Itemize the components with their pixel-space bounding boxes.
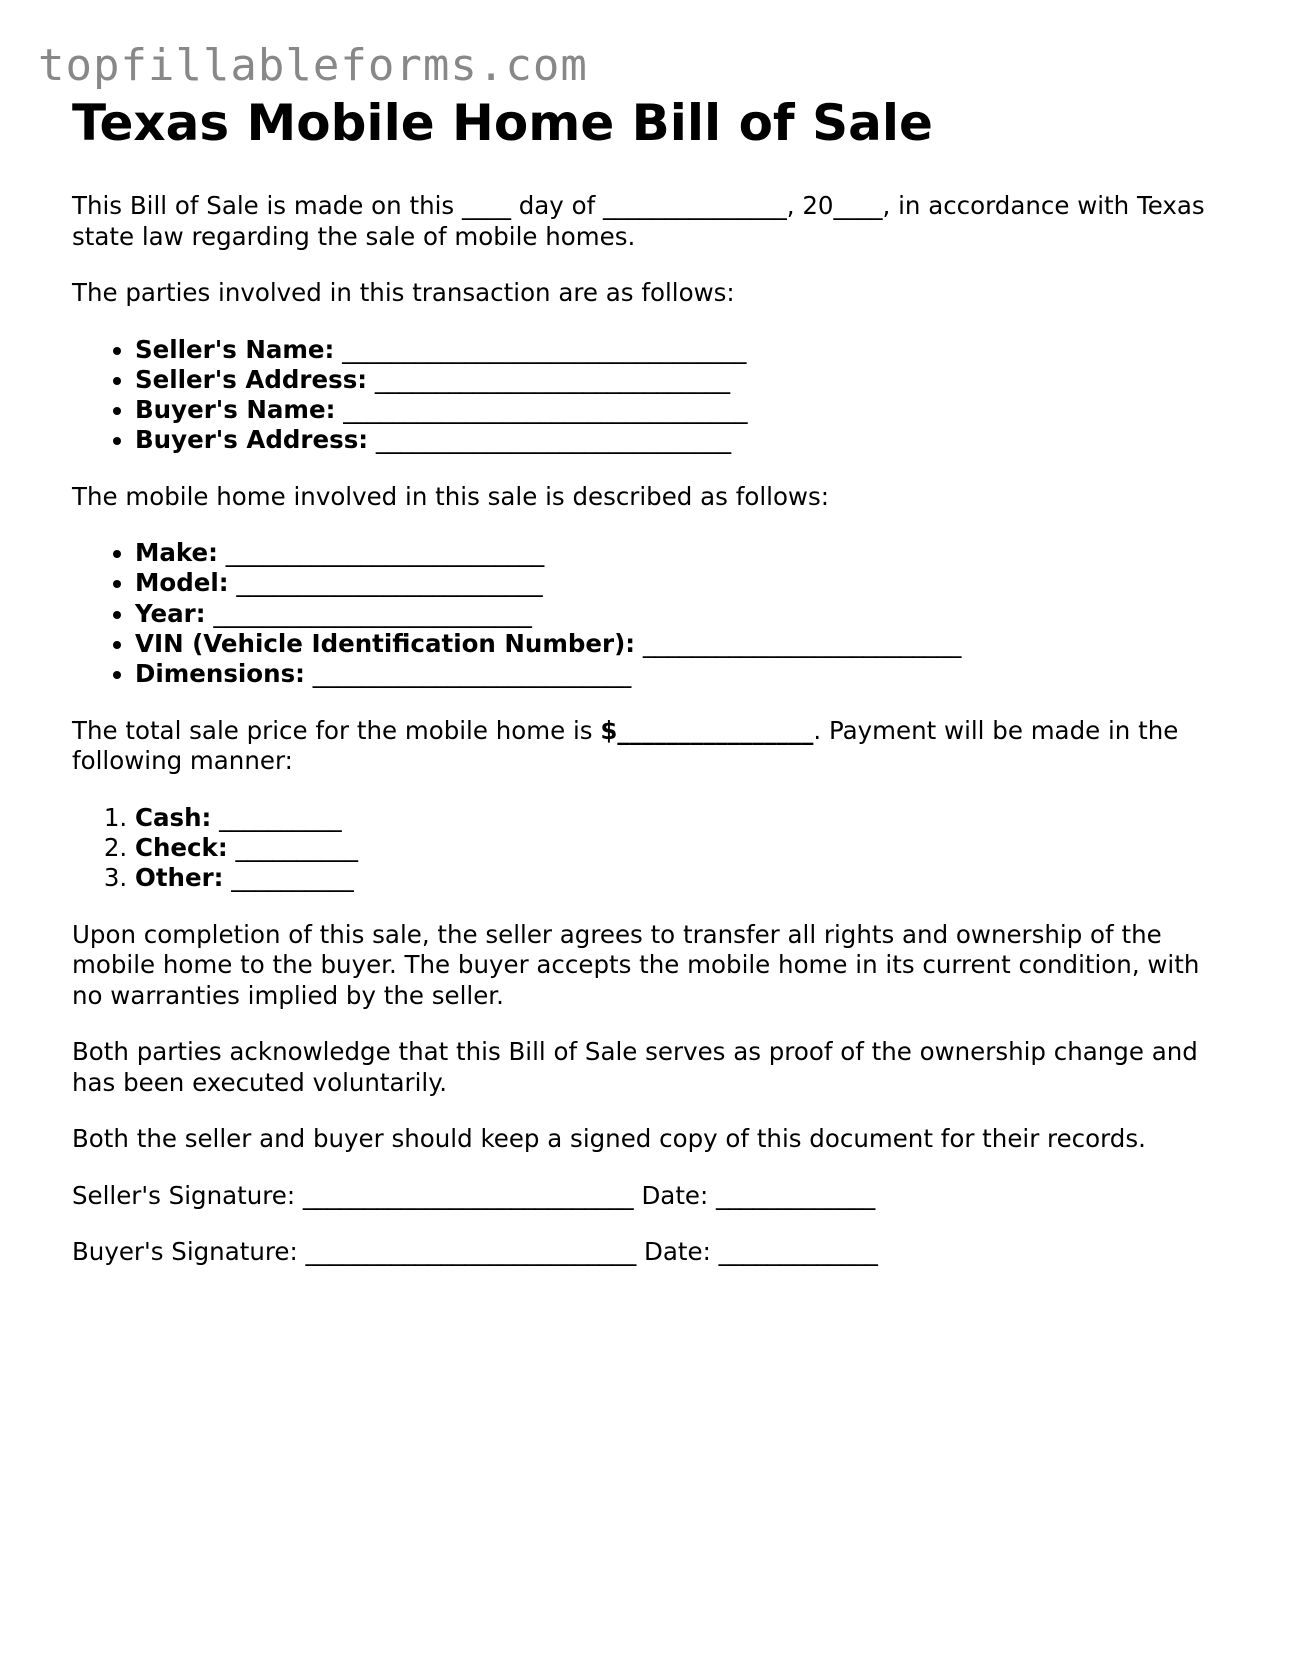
list-item [135, 568, 1222, 598]
home-intro: The mobile home involved in this sale is described as follows: [72, 481, 829, 511]
fill-blank[interactable]: __________________________ [642, 629, 962, 659]
page-title: Texas Mobile Home Bill of Sale [72, 94, 933, 152]
list-item [135, 863, 1222, 893]
field-label: Seller's Address: [135, 364, 368, 394]
field-label: Check: [135, 832, 228, 862]
acknowledge-paragraph: Both parties acknowledge that this Bill of Sale serves as proof of the ownership change and has been executed voluntarily. [72, 1037, 1198, 1097]
list-item [135, 599, 1222, 629]
list-item [135, 803, 1222, 833]
intro-paragraph: This Bill of Sale is made on this ____ day of _______________, 20____, in accordance with Texas state law regarding the sale of mobile homes. [72, 191, 1205, 251]
fill-blank[interactable]: __________ [231, 863, 354, 893]
parties-list [72, 335, 1222, 456]
list-item [135, 425, 1222, 455]
fill-blank[interactable]: _________________________ [236, 568, 543, 598]
buyer-signature-line[interactable]: Buyer's Signature: ___________________________ Date: _____________ [72, 1237, 878, 1267]
price-text: The total sale price for the mobile home is [72, 715, 601, 745]
fill-blank[interactable]: _____________________________ [374, 364, 731, 394]
fill-blank[interactable]: __________________________ [213, 598, 532, 628]
field-label: Seller's Name: [135, 334, 335, 364]
list-item [135, 833, 1222, 863]
payment-methods-list [72, 803, 1222, 894]
field-label: VIN (Vehicle Identification Number): [135, 629, 636, 659]
fill-blank[interactable]: __________ [235, 832, 358, 862]
field-label: Buyer's Name: [135, 395, 336, 425]
list-item [135, 335, 1222, 365]
field-label: Make: [135, 538, 218, 568]
fill-blank[interactable]: _____________________________ [375, 425, 732, 455]
watermark: topfillableforms.com [38, 40, 588, 91]
price-text-after: . Payment will be made in the following manner: [72, 715, 1179, 776]
price-paragraph [72, 716, 1222, 777]
home-details-list [72, 538, 1222, 689]
fill-blank[interactable]: __________________________ [312, 659, 632, 689]
fill-blank[interactable]: _________________________________ [343, 395, 748, 425]
transfer-paragraph: Upon completion of this sale, the seller agrees to transfer all rights and ownership of the mobile home to the buyer. The buyer accepts the mobile home in its current condition, with no warranties implied by the seller. [72, 919, 1200, 1010]
price-blank[interactable]: $________________ [600, 715, 814, 745]
fill-blank[interactable]: _________________________________ [342, 334, 747, 364]
list-item [135, 365, 1222, 395]
field-label: Model: [135, 568, 229, 598]
field-label: Year: [135, 598, 206, 628]
fill-blank[interactable]: __________ [219, 802, 342, 832]
parties-intro: The parties involved in this transaction are as follows: [72, 278, 735, 307]
list-item [135, 538, 1222, 568]
field-label: Dimensions: [135, 659, 305, 689]
document-body [72, 88, 1222, 1268]
list-item [135, 659, 1222, 689]
fill-blank[interactable]: __________________________ [225, 538, 545, 568]
field-label: Cash: [135, 802, 212, 832]
list-item [135, 395, 1222, 425]
records-paragraph: Both the seller and buyer should keep a signed copy of this document for their records. [72, 1124, 1146, 1154]
field-label: Buyer's Address: [135, 425, 369, 455]
list-item [135, 629, 1222, 659]
seller-signature-line[interactable]: Seller's Signature: ___________________________ Date: _____________ [72, 1180, 876, 1210]
field-label: Other: [135, 863, 224, 893]
